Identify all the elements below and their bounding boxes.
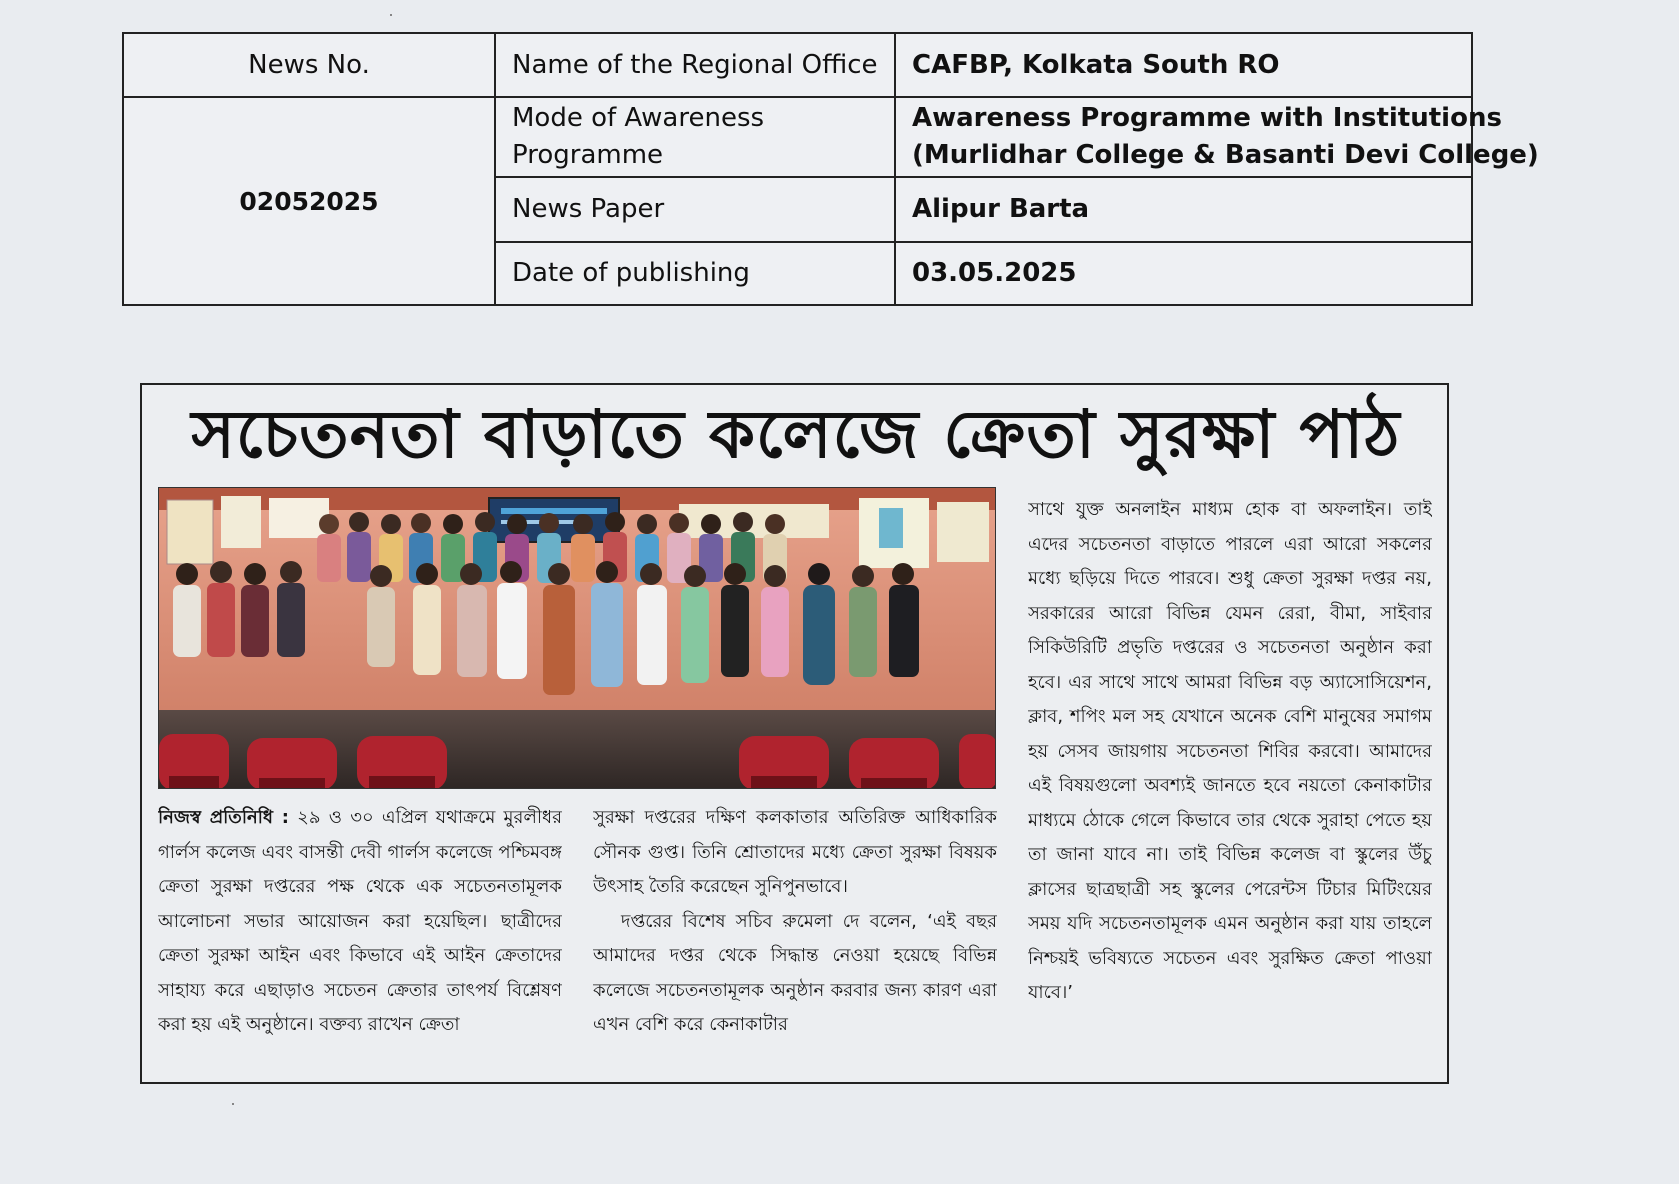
awareness-mode-value-line1: Awareness Programme with Institutions: [912, 103, 1502, 133]
column-1-text: ২৯ ও ৩০ এপ্রিল যথাক্রমে মুরলীধর গার্লস কলেজ এবং বাসন্তী দেবী গার্লস কলেজে পশ্চিমবঙ্গ ক্রেতা সুরক্ষা দপ্তরের পক্ষ থেকে এক সচেতনতামূলক আলোচনা সভার আয়োজন করা হয়েছিল। ছাত্রীদের ক্রেতা সুরক্ষা আইন এবং কিভাবে এই আইন ক্রেতাদের সাহায্য করে এছাড়াও সচেতন ক্রেতার তাৎপর্য বিশ্লেষণ করা হয় এই অনুষ্ঠানে। বক্তব্য রাখেন ক্রেতা: [158, 807, 562, 1035]
news-no-label: News No.: [248, 49, 370, 80]
news-no-value: 02052025: [239, 186, 379, 216]
article-headline: সচেতনতা বাড়াতে কলেজে ক্রেতা সুরক্ষা পাঠ: [191, 395, 1401, 473]
awareness-mode-label-line1: Mode of Awareness: [512, 103, 765, 133]
awareness-mode-value-line2: (Murlidhar College & Basanti Devi College): [912, 140, 1539, 170]
column-2-paragraph-2: দপ্তরের বিশেষ সচিব রুমেলা দে বলেন, ‘এই বছর আমাদের দপ্তর থেকে সিদ্ধান্ত নেওয়া হয়েছে বিভিন্ন কলেজে সচেতনতামূলক অনুষ্ঠান করবার জন্য কারণ এরা এখন বেশি করে কেনাকাটার: [593, 910, 997, 1035]
newspaper-label: News Paper: [512, 194, 665, 224]
regional-office-label: Name of the Regional Office: [512, 49, 878, 80]
article-byline: নিজস্ব প্রতিনিধি :: [158, 807, 289, 828]
article-column-1: [158, 801, 562, 1077]
awareness-mode-value: [896, 98, 1539, 176]
scan-speck: [232, 1103, 234, 1105]
awareness-mode-label: [496, 98, 894, 176]
awareness-mode-label-line2: Programme: [512, 140, 664, 170]
newspaper-value: Alipur Barta: [912, 194, 1090, 224]
group-photo: [158, 487, 996, 789]
regional-office-value: CAFBP, Kolkata South RO: [912, 49, 1280, 80]
article-column-2: [593, 801, 997, 1077]
scan-speck: [390, 14, 392, 16]
newspaper-clipping: [140, 383, 1449, 1084]
news-info-table: [122, 32, 1539, 306]
publishing-date-label: Date of publishing: [512, 258, 750, 288]
column-3-text: সাথে যুক্ত অনলাইন মাধ্যম হোক বা অফলাইন। তাই এদের সচেতনতা বাড়াতে পারলে এরা আরো সকলের মধ্যে ছড়িয়ে দিতে পারবে। শুধু ক্রেতা সুরক্ষা দপ্তর নয়, সরকারের আরো বিভিন্ন যেমন রেরা, বীমা, সাইবার সিকিউরিটি প্রভৃতি দপ্তরের ও সচেতনতা অনুষ্ঠান করা হবে। এর সাথে সাথে আমরা বিভিন্ন বড় অ্যাসোসিয়েশন, ক্লাব, শপিং মল সহ যেখানে অনেক বেশি মানুষের সমাগম হয় সেসব জায়গায় সচেতনতা শিবির করবো। আমাদের এই বিষয়গুলো অবশ্যই জানতে হবে নয়তো কেনাকাটার মাধ্যমে ঠোকে গেলে কিভাবে তার থেকে সুরাহা পেতে হয় তা জানা যাবে না। তাই বিভিন্ন কলেজ বা স্কুলের উঁচু ক্লাসের ছাত্রছাত্রী সহ স্কুলের পেরেন্টস টিচার মিটিংয়ের সময় যদি সচেতনতামূলক এমন অনুষ্ঠান করা যায় তাহলে নিশ্চয়ই ভবিষ্যতে সচেতন এবং সুরক্ষিত ক্রেতা পাওয়া যাবে।’: [1028, 499, 1432, 1003]
publishing-date-value: 03.05.2025: [912, 258, 1077, 288]
article-column-3: [1028, 493, 1432, 1079]
column-2-paragraph-1: সুরক্ষা দপ্তরের দক্ষিণ কলকাতার অতিরিক্ত আধিকারিক সৌনক গুপ্ত। তিনি শ্রোতাদের মধ্যে ক্রেতা সুরক্ষা বিষয়ক উৎসাহ তৈরি করেছেন সুনিপুনভাবে।: [593, 807, 997, 897]
